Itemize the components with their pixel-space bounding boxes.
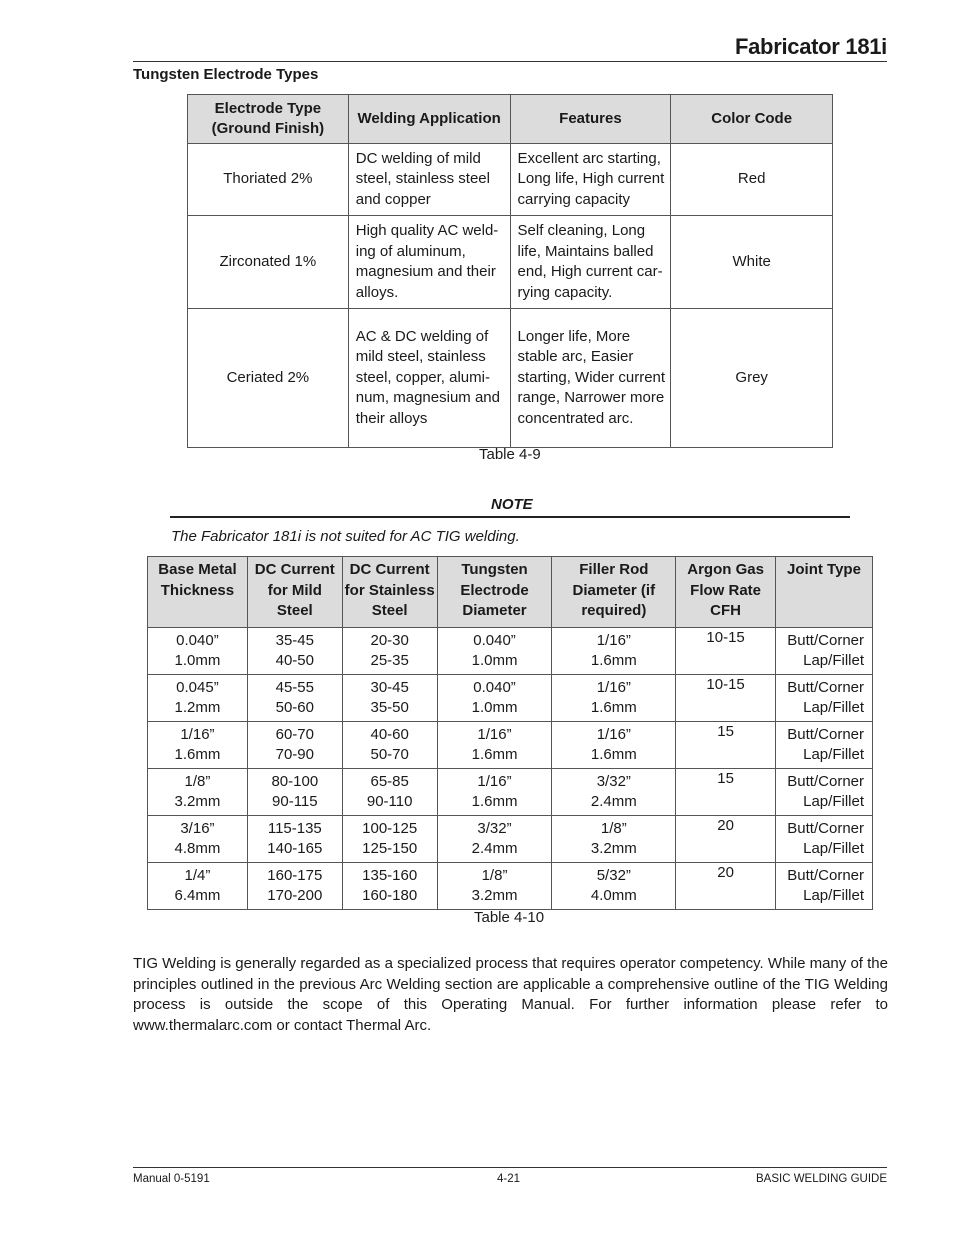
- table-row: [148, 816, 873, 863]
- table-row: [188, 216, 833, 309]
- column-header: Joint Type: [775, 557, 872, 628]
- table-cell: 40-60 50-70: [342, 722, 437, 769]
- table-cell: 0.045” 1.2mm: [148, 675, 248, 722]
- table-cell: 20: [676, 863, 776, 910]
- table-cell: 10-15: [676, 628, 776, 675]
- table-row: [148, 722, 873, 769]
- column-header: Tungsten Electrode Diameter: [437, 557, 552, 628]
- table-row: [188, 144, 833, 216]
- table-cell: Excellent arc starting, Long life, High current carrying capacity: [510, 144, 671, 216]
- table-cell: 1/4” 6.4mm: [148, 863, 248, 910]
- table-cell: Red: [671, 144, 833, 216]
- table-cell: 65-85 90-110: [342, 769, 437, 816]
- table-header-row: [148, 557, 873, 628]
- table-cell: Ceriated 2%: [188, 309, 349, 448]
- table-cell: 1/16” 1.6mm: [552, 628, 676, 675]
- column-header: Features: [510, 95, 671, 144]
- table-cell: White: [671, 216, 833, 309]
- table-header-row: [188, 95, 833, 144]
- table-cell: DC welding of mild steel, stainless steel and copper: [348, 144, 510, 216]
- table-cell: 45-55 50-60: [247, 675, 342, 722]
- table-cell: 0.040” 1.0mm: [148, 628, 248, 675]
- note-text: The Fabricator 181i is not suited for AC TIG welding.: [171, 528, 520, 545]
- column-header: Base Metal Thickness: [148, 557, 248, 628]
- table-cell: Butt/Corner Lap/Fillet: [775, 722, 872, 769]
- table-row: [148, 769, 873, 816]
- header-divider: [133, 61, 887, 62]
- table-cell: 1/16” 1.6mm: [437, 769, 552, 816]
- table-cell: 3/32” 2.4mm: [437, 816, 552, 863]
- page-header-title: Fabricator 181i: [734, 34, 887, 59]
- table-cell: 100-125 125-150: [342, 816, 437, 863]
- table-cell: 1/8” 3.2mm: [552, 816, 676, 863]
- column-header: Electrode Type (Ground Finish): [188, 95, 349, 144]
- footer-section-name: BASIC WELDING GUIDE: [756, 1173, 887, 1185]
- table-cell: 3/32” 2.4mm: [552, 769, 676, 816]
- table-cell: 0.040” 1.0mm: [437, 628, 552, 675]
- table-cell: 80-100 90-115: [247, 769, 342, 816]
- section-heading: Tungsten Electrode Types: [133, 66, 319, 83]
- table-cell: 160-175 170-200: [247, 863, 342, 910]
- table-cell: 1/16” 1.6mm: [437, 722, 552, 769]
- table-cell: 1/8” 3.2mm: [148, 769, 248, 816]
- table-cell: 3/16” 4.8mm: [148, 816, 248, 863]
- table-cell: Butt/Corner Lap/Fillet: [775, 863, 872, 910]
- table-cell: 20: [676, 816, 776, 863]
- table-cell: 60-70 70-90: [247, 722, 342, 769]
- table-cell: Butt/Corner Lap/Fillet: [775, 769, 872, 816]
- table-cell: 0.040” 1.0mm: [437, 675, 552, 722]
- table-row: [188, 309, 833, 448]
- table-cell: 5/32” 4.0mm: [552, 863, 676, 910]
- column-header: Argon Gas Flow Rate CFH: [676, 557, 776, 628]
- column-header: DC Current for Stainless Steel: [342, 557, 437, 628]
- column-header: DC Current for Mild Steel: [247, 557, 342, 628]
- note-label: NOTE: [491, 496, 533, 513]
- table-cell: 15: [676, 722, 776, 769]
- table-cell: 1/16” 1.6mm: [552, 722, 676, 769]
- table-row: [148, 628, 873, 675]
- table-cell: Thoriated 2%: [188, 144, 349, 216]
- table-cell: AC & DC welding of mild steel, stainless steel, copper, alumi- num, magnesium and their alloys: [348, 309, 510, 448]
- footer-divider: [133, 1167, 887, 1168]
- table-row: [148, 863, 873, 910]
- table-cell: 115-135 140-165: [247, 816, 342, 863]
- table-cell: Butt/Corner Lap/Fillet: [775, 628, 872, 675]
- table-cell: 135-160 160-180: [342, 863, 437, 910]
- table-cell: 1/16” 1.6mm: [552, 675, 676, 722]
- table-cell: 30-45 35-50: [342, 675, 437, 722]
- body-paragraph: TIG Welding is generally regarded as a specialized process that requires operator competency. While many of the principles outlined in the previous Arc Welding section are applicable a comprehensive outline of the TIG Welding process is outside the scope of this Operating Manual. For further information please refer to www.thermalarc.com or contact Thermal Arc.: [133, 955, 888, 1034]
- table-cell: 1/16” 1.6mm: [148, 722, 248, 769]
- column-header: Welding Application: [348, 95, 510, 144]
- table-cell: Butt/Corner Lap/Fillet: [775, 816, 872, 863]
- table-caption: Table 4-9: [479, 446, 541, 463]
- table-cell: Longer life, More stable arc, Easier starting, Wider current range, Narrower more concentrated arc.: [510, 309, 671, 448]
- table-cell: 35-45 40-50: [247, 628, 342, 675]
- table-cell: Self cleaning, Long life, Maintains balled end, High current car- rying capacity.: [510, 216, 671, 309]
- note-divider: [170, 516, 850, 518]
- table-row: [148, 675, 873, 722]
- table-caption: Table 4-10: [474, 909, 545, 926]
- table-cell: 1/8” 3.2mm: [437, 863, 552, 910]
- tig-parameters-table: [147, 556, 873, 910]
- footer-page-number: 4-21: [497, 1173, 521, 1185]
- table-cell: Grey: [671, 309, 833, 448]
- footer-manual-number: Manual 0-5191: [133, 1173, 210, 1185]
- table-cell: High quality AC weld- ing of aluminum, magnesium and their alloys.: [348, 216, 510, 309]
- electrode-types-table: [187, 94, 833, 448]
- column-header: Filler Rod Diameter (if required): [552, 557, 676, 628]
- table-cell: 20-30 25-35: [342, 628, 437, 675]
- table-cell: 15: [676, 769, 776, 816]
- table-cell: Butt/Corner Lap/Fillet: [775, 675, 872, 722]
- column-header: Color Code: [671, 95, 833, 144]
- table-cell: Zirconated 1%: [188, 216, 349, 309]
- table-cell: 10-15: [676, 675, 776, 722]
